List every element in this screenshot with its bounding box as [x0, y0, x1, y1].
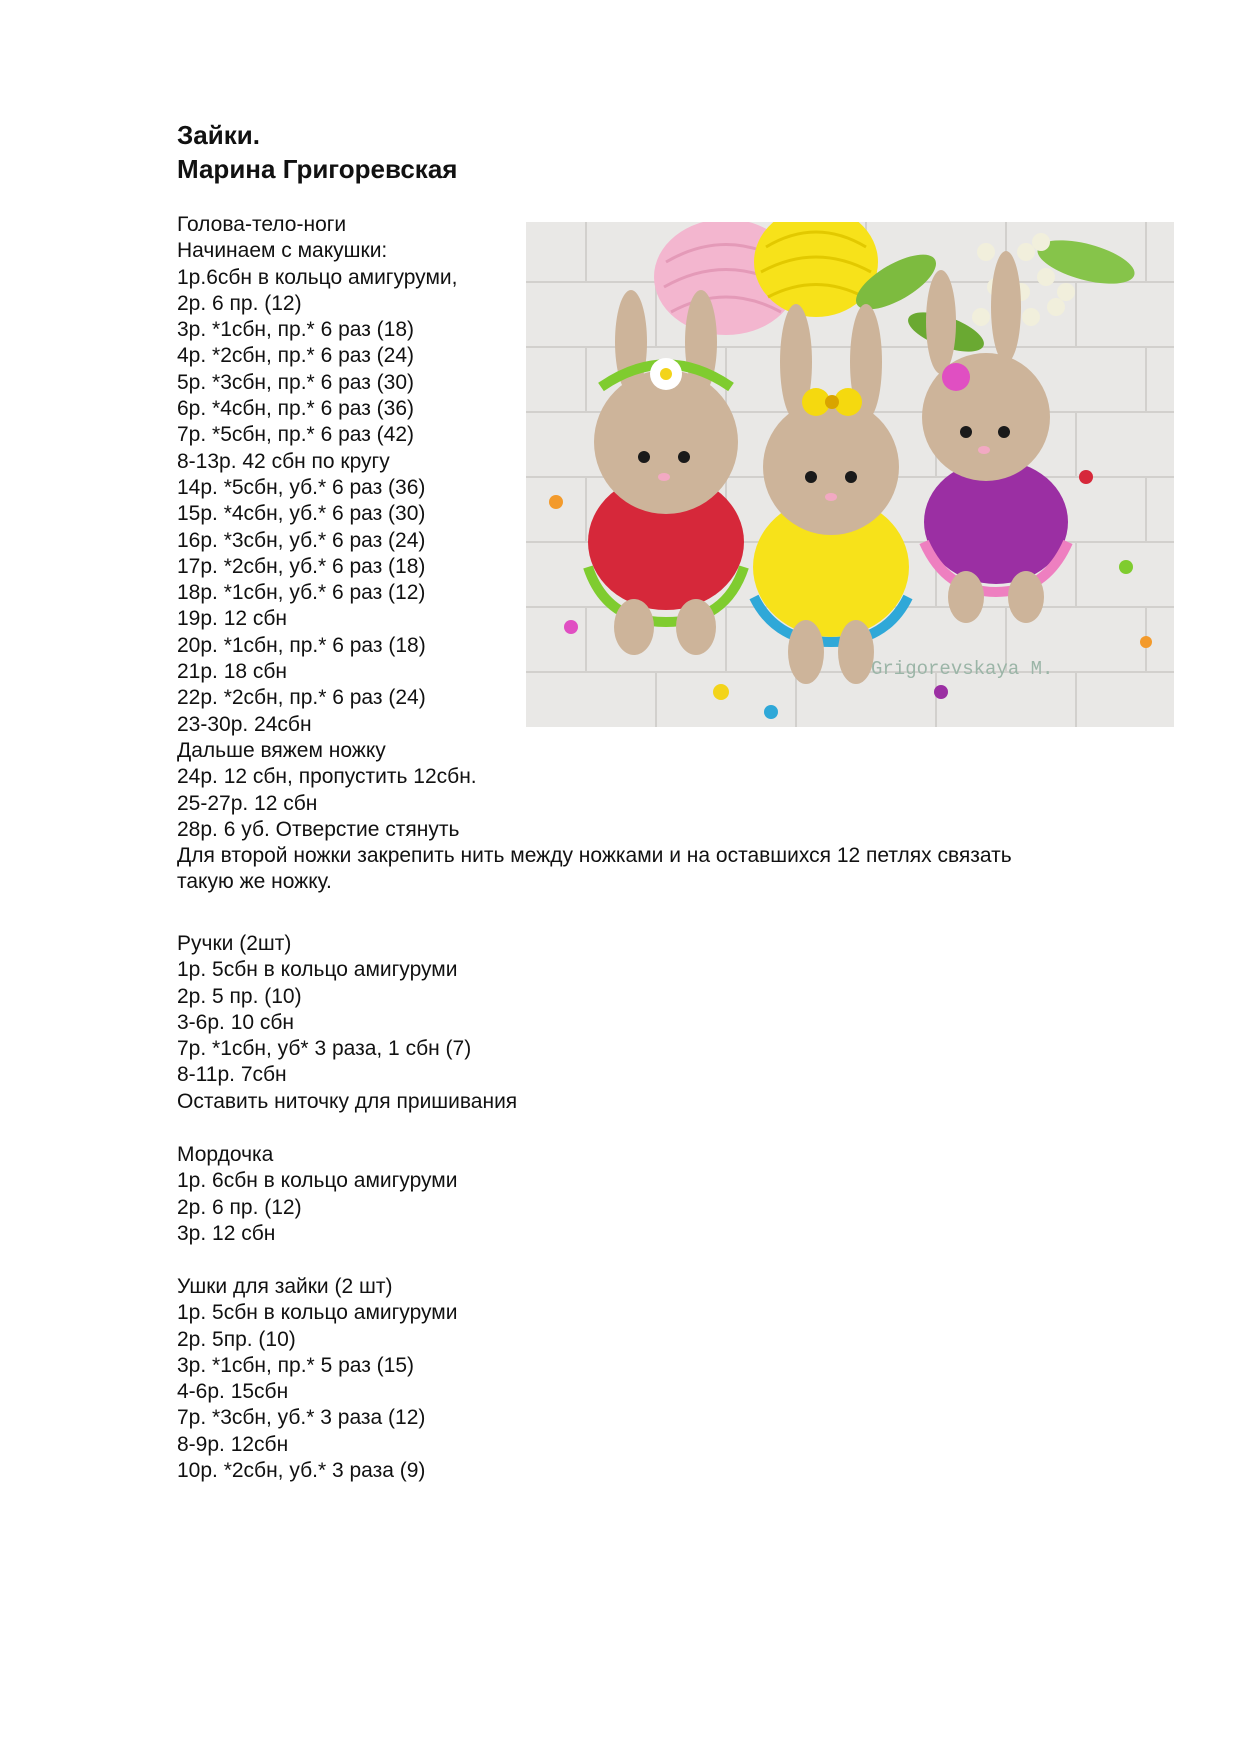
pattern-line: 7р. *3сбн, уб.* 3 раза (12) — [177, 1406, 426, 1430]
pattern-line: такую же ножку. — [177, 870, 332, 894]
pattern-line: 17р. *2сбн, уб.* 6 раз (18) — [177, 554, 426, 578]
pattern-line: 18р. *1сбн, уб.* 6 раз (12) — [177, 581, 426, 605]
pattern-line: 21р. 18 сбн — [177, 660, 288, 684]
pattern-line: Мордочка — [177, 1143, 274, 1166]
pattern-line: Голова-тело-ноги — [177, 213, 347, 236]
pattern-line: 23-30р. 24сбн — [177, 712, 312, 736]
pattern-line: 3р. *1сбн, пр.* 6 раз (18) — [177, 318, 415, 342]
pattern-line: 4-6р. 15сбн — [177, 1380, 289, 1404]
pattern-line: 28р. 6 уб. Отверстие стянуть — [177, 817, 460, 841]
pattern-line: 2р. 6 пр. (12) — [177, 291, 302, 315]
pattern-line: 16р. *3сбн, уб.* 6 раз (24) — [177, 528, 426, 552]
pattern-line: 2р. 6 пр. (12) — [177, 1195, 302, 1219]
pattern-line: Оставить ниточку для пришивания — [177, 1089, 518, 1113]
pattern-line: 1р. 6сбн в кольцо амигуруми — [177, 1169, 458, 1193]
pattern-line: 7р. *1сбн, уб* 3 раза, 1 сбн (7) — [177, 1037, 472, 1061]
section-arms — [177, 931, 517, 1115]
pattern-line: 1р. 5сбн в кольцо амигуруми — [177, 1301, 458, 1325]
pattern-line: 5р. *3сбн, пр.* 6 раз (30) — [177, 370, 415, 394]
pattern-line: 10р. *2сбн, уб.* 3 раза (9) — [177, 1459, 426, 1483]
pattern-line: 8-9р. 12сбн — [177, 1432, 289, 1456]
pattern-line: 2р. 5 пр. (10) — [177, 984, 302, 1008]
photo-watermark: Grigorevskaya M. — [871, 658, 1054, 680]
pattern-line: 20р. *1сбн, пр.* 6 раз (18) — [177, 633, 426, 657]
pattern-line: Начинаем с макушки: — [177, 239, 388, 263]
pattern-line: 19р. 12 сбн — [177, 607, 288, 631]
pattern-line: 1р. 5сбн в кольцо амигуруми — [177, 958, 458, 982]
pattern-line: 2р. 5пр. (10) — [177, 1327, 296, 1351]
pattern-line: 1р.6сбн в кольцо амигуруми, — [177, 265, 458, 289]
document-author: Марина Григоревская — [177, 154, 458, 184]
section-muzzle — [177, 1142, 457, 1247]
pattern-line: 24р. 12 сбн, пропустить 12сбн. — [177, 765, 477, 789]
pattern-line: Ушки для зайки (2 шт) — [177, 1275, 393, 1298]
pattern-line: 14р. *5сбн, уб.* 6 раз (36) — [177, 475, 426, 499]
pattern-line: 4р. *2сбн, пр.* 6 раз (24) — [177, 344, 415, 368]
document-header — [177, 118, 457, 186]
pattern-line: Ручки (2шт) — [177, 932, 292, 955]
pattern-line: 7р. *5сбн, пр.* 6 раз (42) — [177, 423, 415, 447]
pattern-line: 6р. *4сбн, пр.* 6 раз (36) — [177, 397, 415, 421]
pattern-line: 25-27р. 12 сбн — [177, 791, 318, 815]
pattern-line: Дальше вяжем ножку — [177, 738, 386, 762]
pattern-line: 8-13р. 42 сбн по кругу — [177, 449, 390, 473]
document-title: Зайки. — [177, 120, 260, 150]
bunnies-photo — [526, 222, 1174, 727]
pattern-line: 22р. *2сбн, пр.* 6 раз (24) — [177, 686, 426, 710]
pattern-line: 15р. *4сбн, уб.* 6 раз (30) — [177, 502, 426, 526]
pattern-line: 3р. 12 сбн — [177, 1221, 276, 1245]
section-ears — [177, 1274, 457, 1484]
pattern-line: 8-11р. 7сбн — [177, 1063, 287, 1087]
pattern-line: 3-6р. 10 сбн — [177, 1010, 295, 1034]
pattern-line: 3р. *1сбн, пр.* 5 раз (15) — [177, 1353, 415, 1377]
pattern-line: Для второй ножки закрепить нить между ножками и на оставшихся 12 петлях связать — [177, 844, 1012, 868]
